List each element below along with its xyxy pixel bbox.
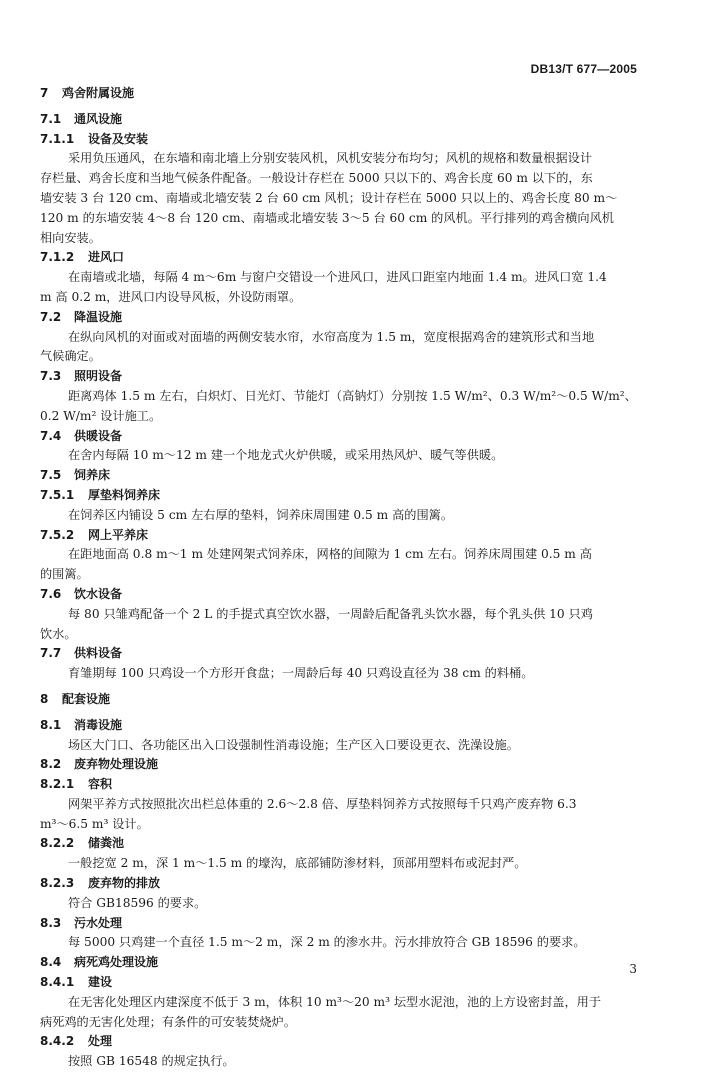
section-number: 7.5.2 [40, 527, 75, 542]
paragraph-line: 采用负压通风，在东墙和南北墙上分别安装风机，风机安装分布均匀；风机的规格和数量根据设计 [68, 151, 593, 166]
section-title: 进风口 [88, 250, 125, 265]
section-heading [40, 914, 638, 934]
section-title: 消毒设施 [74, 717, 123, 732]
section-heading [40, 874, 638, 894]
paragraph-line: m³～6.5 m³ 设计。 [40, 816, 149, 831]
paragraph-line: 在饲养区内铺设 5 cm 左右厚的垫料，饲养床周围建 0.5 m 高的围篱。 [68, 507, 454, 522]
paragraph-line: 距离鸡体 1.5 m 左右，白炽灯、日光灯、节能灯（高钠灯）分别按 1.5 W/m²、0.3 W/m²～0.5 W/m²、 [68, 388, 637, 403]
section-number: 8.1 [40, 717, 62, 732]
section-heading [40, 973, 638, 993]
section-title: 照明设备 [74, 369, 123, 384]
section-title: 饮水设备 [74, 586, 123, 601]
section-title: 建设 [88, 975, 113, 990]
section-heading [40, 367, 638, 387]
section-title: 储粪池 [88, 836, 125, 851]
paragraph-line: 在无害化处理区内建深度不低于 3 m，体积 10 m³～20 m³ 坛型水泥池，池的上方设密封盖，用于 [68, 994, 602, 1009]
section-title: 供暖设备 [74, 428, 123, 443]
section-title: 容积 [88, 777, 113, 792]
section-heading [40, 130, 638, 150]
section-number: 7.1 [40, 111, 62, 126]
section-number: 7.5 [40, 468, 62, 483]
section-title: 网上平养床 [88, 527, 149, 542]
paragraph-line: 育雏期每 100 只鸡设一个方形开食盘；一周龄后每 40 只鸡设直径为 38 cm 的料桶。 [68, 666, 534, 681]
paragraph-line: 0.2 W/m² 设计施工。 [40, 408, 162, 423]
section-heading [40, 466, 638, 486]
section-number: 7.1.2 [40, 250, 75, 265]
paragraph-line: m 高 0.2 m，进风口内设导风板，外设防雨罩。 [40, 289, 302, 304]
paragraph-line: 存栏量、鸡舍长度和当地气候条件配备。一般设计存栏在 5000 只以下的、鸡舍长度 60 m 以下的，东 [40, 171, 593, 186]
section-title: 供料设备 [74, 646, 123, 661]
section-heading [40, 486, 638, 506]
section-number: 8.4.1 [40, 975, 75, 990]
section-number: 8 [40, 691, 49, 706]
section-number: 7.6 [40, 586, 62, 601]
section-number: 8.2 [40, 757, 62, 772]
paragraph-line: 相向安装。 [40, 230, 101, 245]
section-number: 8.2.2 [40, 836, 75, 851]
page-number: 3 [629, 962, 637, 976]
section-number: 7.4 [40, 428, 62, 443]
paragraph-line: 气候确定。 [40, 349, 101, 364]
section-heading [40, 1032, 638, 1052]
paragraph-line: 每 80 只雏鸡配备一个 2 L 的手提式真空饮水器，一周龄后配备乳头饮水器，每个乳头供 10 只鸡 [68, 606, 593, 621]
section-heading [40, 644, 638, 664]
paragraph-line: 饮水。 [40, 626, 77, 641]
paragraph-line: 网架平养方式按照批次出栏总体重的 2.6～2.8 倍、厚垫料饲养方式按照每千只鸡产废弃物 6.3 [68, 796, 577, 811]
section-heading [40, 308, 638, 328]
section-heading [40, 755, 638, 775]
section-number: 7 [40, 86, 49, 100]
section-heading [40, 110, 638, 130]
paragraph-line: 在纵向风机的对面或对面墙的两侧安装水帘，水帘高度为 1.5 m，宽度根据鸡舍的建筑形式和当地 [68, 329, 595, 344]
document-code: DB13/T 677—2005 [530, 62, 637, 76]
section-title: 设备及安装 [88, 131, 149, 146]
paragraph-line: 墙安装 3 台 120 cm、南墙或北墙安装 2 台 60 cm 风机；设计存栏在 5000 只以上的、鸡舍长度 80 m～ [40, 190, 618, 205]
paragraph-line: 120 m 的东墙安装 4～8 台 120 cm、南墙或北墙安装 3～5 台 60 cm 的风机。平行排列的鸡舍横向风机 [40, 210, 614, 225]
section-title: 饲养床 [74, 468, 111, 483]
section-title: 通风设施 [74, 111, 123, 126]
section-heading [40, 716, 638, 736]
section-number: 8.4.2 [40, 1034, 75, 1049]
section-number: 8.2.3 [40, 876, 75, 891]
section-heading [40, 775, 638, 795]
chapter-heading [40, 690, 638, 710]
paragraph-line: 每 5000 只鸡建一个直径 1.5 m～2 m，深 2 m 的渗水井。污水排放符合 GB 18596 的要求。 [68, 935, 586, 950]
section-heading [40, 248, 638, 268]
section-title: 病死鸡处理设施 [74, 955, 159, 970]
section-title: 污水处理 [74, 915, 123, 930]
section-title: 降温设施 [74, 309, 123, 324]
section-title: 厚垫料饲养床 [88, 487, 161, 502]
section-heading [40, 526, 638, 546]
section-title: 鸡舍附属设施 [62, 86, 135, 100]
chapter-heading [40, 84, 638, 104]
section-number: 8.3 [40, 915, 62, 930]
section-number: 7.7 [40, 646, 62, 661]
section-title: 配套设施 [62, 691, 111, 706]
paragraph-line: 病死鸡的无害化处理；有条件的可安装焚烧炉。 [40, 1014, 296, 1029]
section-title: 处理 [88, 1034, 113, 1049]
section-number: 7.2 [40, 309, 62, 324]
section-heading [40, 953, 638, 973]
section-title: 废弃物处理设施 [74, 757, 159, 772]
paragraph-line: 在南墙或北墙，每隔 4 m～6m 与窗户交错设一个进风口，进风口距室内地面 1.4 m。进风口宽 1.4 [68, 270, 607, 285]
section-number: 7.3 [40, 369, 62, 384]
paragraph-line: 一般挖宽 2 m，深 1 m～1.5 m 的壕沟，底部铺防渗材料，顶部用塑料布或泥封严。 [68, 856, 527, 871]
paragraph-line: 在舍内每隔 10 m～12 m 建一个地龙式火炉供暖，或采用热风炉、暖气等供暖。 [68, 448, 504, 463]
paragraph-line: 符合 GB18596 的要求。 [68, 895, 207, 910]
paragraph-line: 场区大门口、各功能区出入口设强制性消毒设施；生产区入口要设更衣、洗澡设施。 [68, 737, 519, 752]
section-number: 7.1.1 [40, 131, 75, 146]
section-title: 废弃物的排放 [88, 876, 161, 891]
section-number: 7.5.1 [40, 487, 75, 502]
paragraph-line: 按照 GB 16548 的规定执行。 [68, 1054, 235, 1069]
paragraph-line: 的围篱。 [40, 567, 89, 582]
section-heading [40, 834, 638, 854]
section-number: 8.2.1 [40, 777, 75, 792]
paragraph-line: 在距地面高 0.8 m～1 m 处建网架式饲养床，网格的间隙为 1 cm 左右。饲养床周围建 0.5 m 高 [68, 547, 592, 562]
section-heading [40, 585, 638, 605]
section-number: 8.4 [40, 955, 62, 970]
section-heading [40, 427, 638, 447]
document-body [40, 84, 638, 1072]
